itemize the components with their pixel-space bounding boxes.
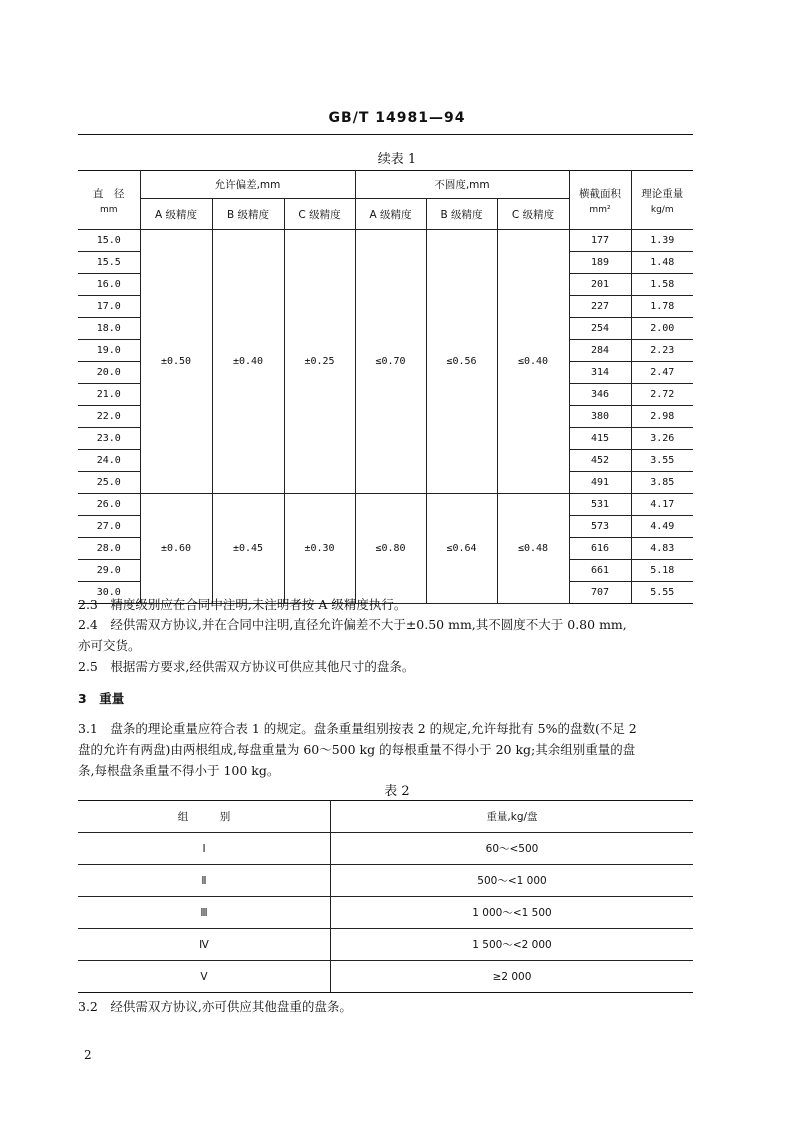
weight-header: 重量,kg/盘 [331,801,694,833]
tol-grade-a: A 级精度 [140,199,212,230]
diameter-cell: 24.0 [78,450,140,472]
dimension-table [78,170,693,604]
table2-caption: 表 2 [384,784,410,799]
diameter-cell: 16.0 [78,274,140,296]
diameter-cell: 30.0 [78,582,140,604]
rnd-a-group2: ≤0.80 [355,494,426,604]
weight-cell: 2.98 [631,406,693,428]
area-cell: 573 [569,516,631,538]
standard-code: GB/T 14981—94 [328,110,466,126]
diameter-unit: mm [99,204,118,215]
weight-cell: 4.49 [631,516,693,538]
tol-b-group1: ±0.40 [212,230,284,494]
weight-cell: 2.23 [631,340,693,362]
roundness-group-header: 不圆度,mm [355,171,569,199]
clause-2-4-line1: 2.4 经供需双方协议,并在合同中注明,直径允许偏差不大于±0.50 mm,其不圆度不大于 0.80 mm, [78,617,627,632]
area-cell: 227 [569,296,631,318]
clause-3-1-line2: 盘的允许有两盘)由两根组成,每盘重量为 60～500 kg 的每根重量不得小于 20 kg;其余组别重量的盘 [78,742,636,757]
weight-cell: 2.47 [631,362,693,384]
area-cell: 177 [569,230,631,252]
diameter-cell: 21.0 [78,384,140,406]
weight-header [631,171,693,230]
weight-cell: 2.72 [631,384,693,406]
tolerance-group-header: 允许偏差,mm [140,171,355,199]
weight-range-cell: ≥2 000 [331,961,694,993]
diameter-cell: 18.0 [78,318,140,340]
section-3-heading: 3 重量 [78,691,125,706]
rnd-c-group2: ≤0.48 [497,494,569,604]
page-number: 2 [84,1048,92,1062]
rnd-grade-c: C 级精度 [497,199,569,230]
weight-range-cell: 500～<1 000 [331,865,694,897]
rnd-grade-a: A 级精度 [355,199,426,230]
area-cell: 346 [569,384,631,406]
diameter-cell: 20.0 [78,362,140,384]
diameter-label: 直 径 [93,187,125,200]
table-row [78,897,693,929]
area-cell: 201 [569,274,631,296]
diameter-cell: 17.0 [78,296,140,318]
diameter-cell: 22.0 [78,406,140,428]
weight-cell: 3.55 [631,450,693,472]
diameter-cell: 26.0 [78,494,140,516]
table-row [78,494,693,516]
area-cell: 284 [569,340,631,362]
clause-3-1-line3: 条,每根盘条重量不得小于 100 kg。 [78,763,280,778]
table-row [78,929,693,961]
area-unit: mm² [589,204,611,215]
area-cell: 189 [569,252,631,274]
weight-cell: 2.00 [631,318,693,340]
rnd-c-group1: ≤0.40 [497,230,569,494]
rnd-b-group2: ≤0.64 [426,494,497,604]
header-rule [78,134,693,135]
weight-group-table [78,800,693,993]
weight-cell: 1.58 [631,274,693,296]
group-cell: Ⅴ [78,961,331,993]
tol-a-group2: ±0.60 [140,494,212,604]
area-cell: 661 [569,560,631,582]
tol-b-group2: ±0.45 [212,494,284,604]
weight-cell: 3.85 [631,472,693,494]
diameter-cell: 28.0 [78,538,140,560]
group-cell: Ⅰ [78,833,331,865]
tol-c-group1: ±0.25 [284,230,355,494]
area-cell: 415 [569,428,631,450]
group-header: 组 别 [78,801,331,833]
clause-3-1 [78,718,698,781]
clause-2-5: 2.5 根据需方要求,经供需双方协议可供应其他尺寸的盘条。 [78,659,415,674]
rnd-grade-b: B 级精度 [426,199,497,230]
diameter-cell: 19.0 [78,340,140,362]
tol-c-group2: ±0.30 [284,494,355,604]
diameter-header [78,171,140,230]
diameter-cell: 25.0 [78,472,140,494]
weight-cell: 4.17 [631,494,693,516]
area-cell: 531 [569,494,631,516]
diameter-cell: 29.0 [78,560,140,582]
table1-caption: 续表 1 [377,152,417,167]
tol-a-group1: ±0.50 [140,230,212,494]
group-cell: Ⅳ [78,929,331,961]
weight-cell: 1.48 [631,252,693,274]
weight-unit: kg/m [650,204,674,215]
rnd-a-group1: ≤0.70 [355,230,426,494]
weight-cell: 4.83 [631,538,693,560]
group-cell: Ⅲ [78,897,331,929]
area-cell: 616 [569,538,631,560]
weight-cell: 3.26 [631,428,693,450]
tol-grade-c: C 级精度 [284,199,355,230]
group-cell: Ⅱ [78,865,331,897]
area-header [569,171,631,230]
area-cell: 254 [569,318,631,340]
weight-range-cell: 1 000～<1 500 [331,897,694,929]
table-row [78,961,693,993]
diameter-cell: 15.5 [78,252,140,274]
rnd-b-group1: ≤0.56 [426,230,497,494]
area-label: 横截面积 [579,187,621,200]
clause-3-1-line1: 3.1 盘条的理论重量应符合表 1 的规定。盘条重量组别按表 2 的规定,允许每批有 5%的盘数(不足 2 [78,721,637,736]
clause-2-3: 2.3 精度级别应在合同中注明,未注明者按 A 级精度执行。 [78,597,407,612]
area-cell: 491 [569,472,631,494]
diameter-cell: 15.0 [78,230,140,252]
area-cell: 380 [569,406,631,428]
weight-cell: 1.78 [631,296,693,318]
weight-range-cell: 1 500～<2 000 [331,929,694,961]
area-cell: 314 [569,362,631,384]
area-cell: 452 [569,450,631,472]
tol-grade-b: B 级精度 [212,199,284,230]
weight-cell: 1.39 [631,230,693,252]
clause-3-2: 3.2 经供需双方协议,亦可供应其他盘重的盘条。 [78,999,352,1014]
table-row [78,230,693,252]
table-row [78,865,693,897]
table-row [78,833,693,865]
weight-label: 理论重量 [641,187,684,200]
clause-2-4-line2: 亦可交货。 [78,638,141,653]
diameter-cell: 27.0 [78,516,140,538]
clause-2-4 [78,614,698,656]
area-cell: 707 [569,582,631,604]
weight-range-cell: 60～<500 [331,833,694,865]
diameter-cell: 23.0 [78,428,140,450]
weight-cell: 5.55 [631,582,693,604]
weight-cell: 5.18 [631,560,693,582]
